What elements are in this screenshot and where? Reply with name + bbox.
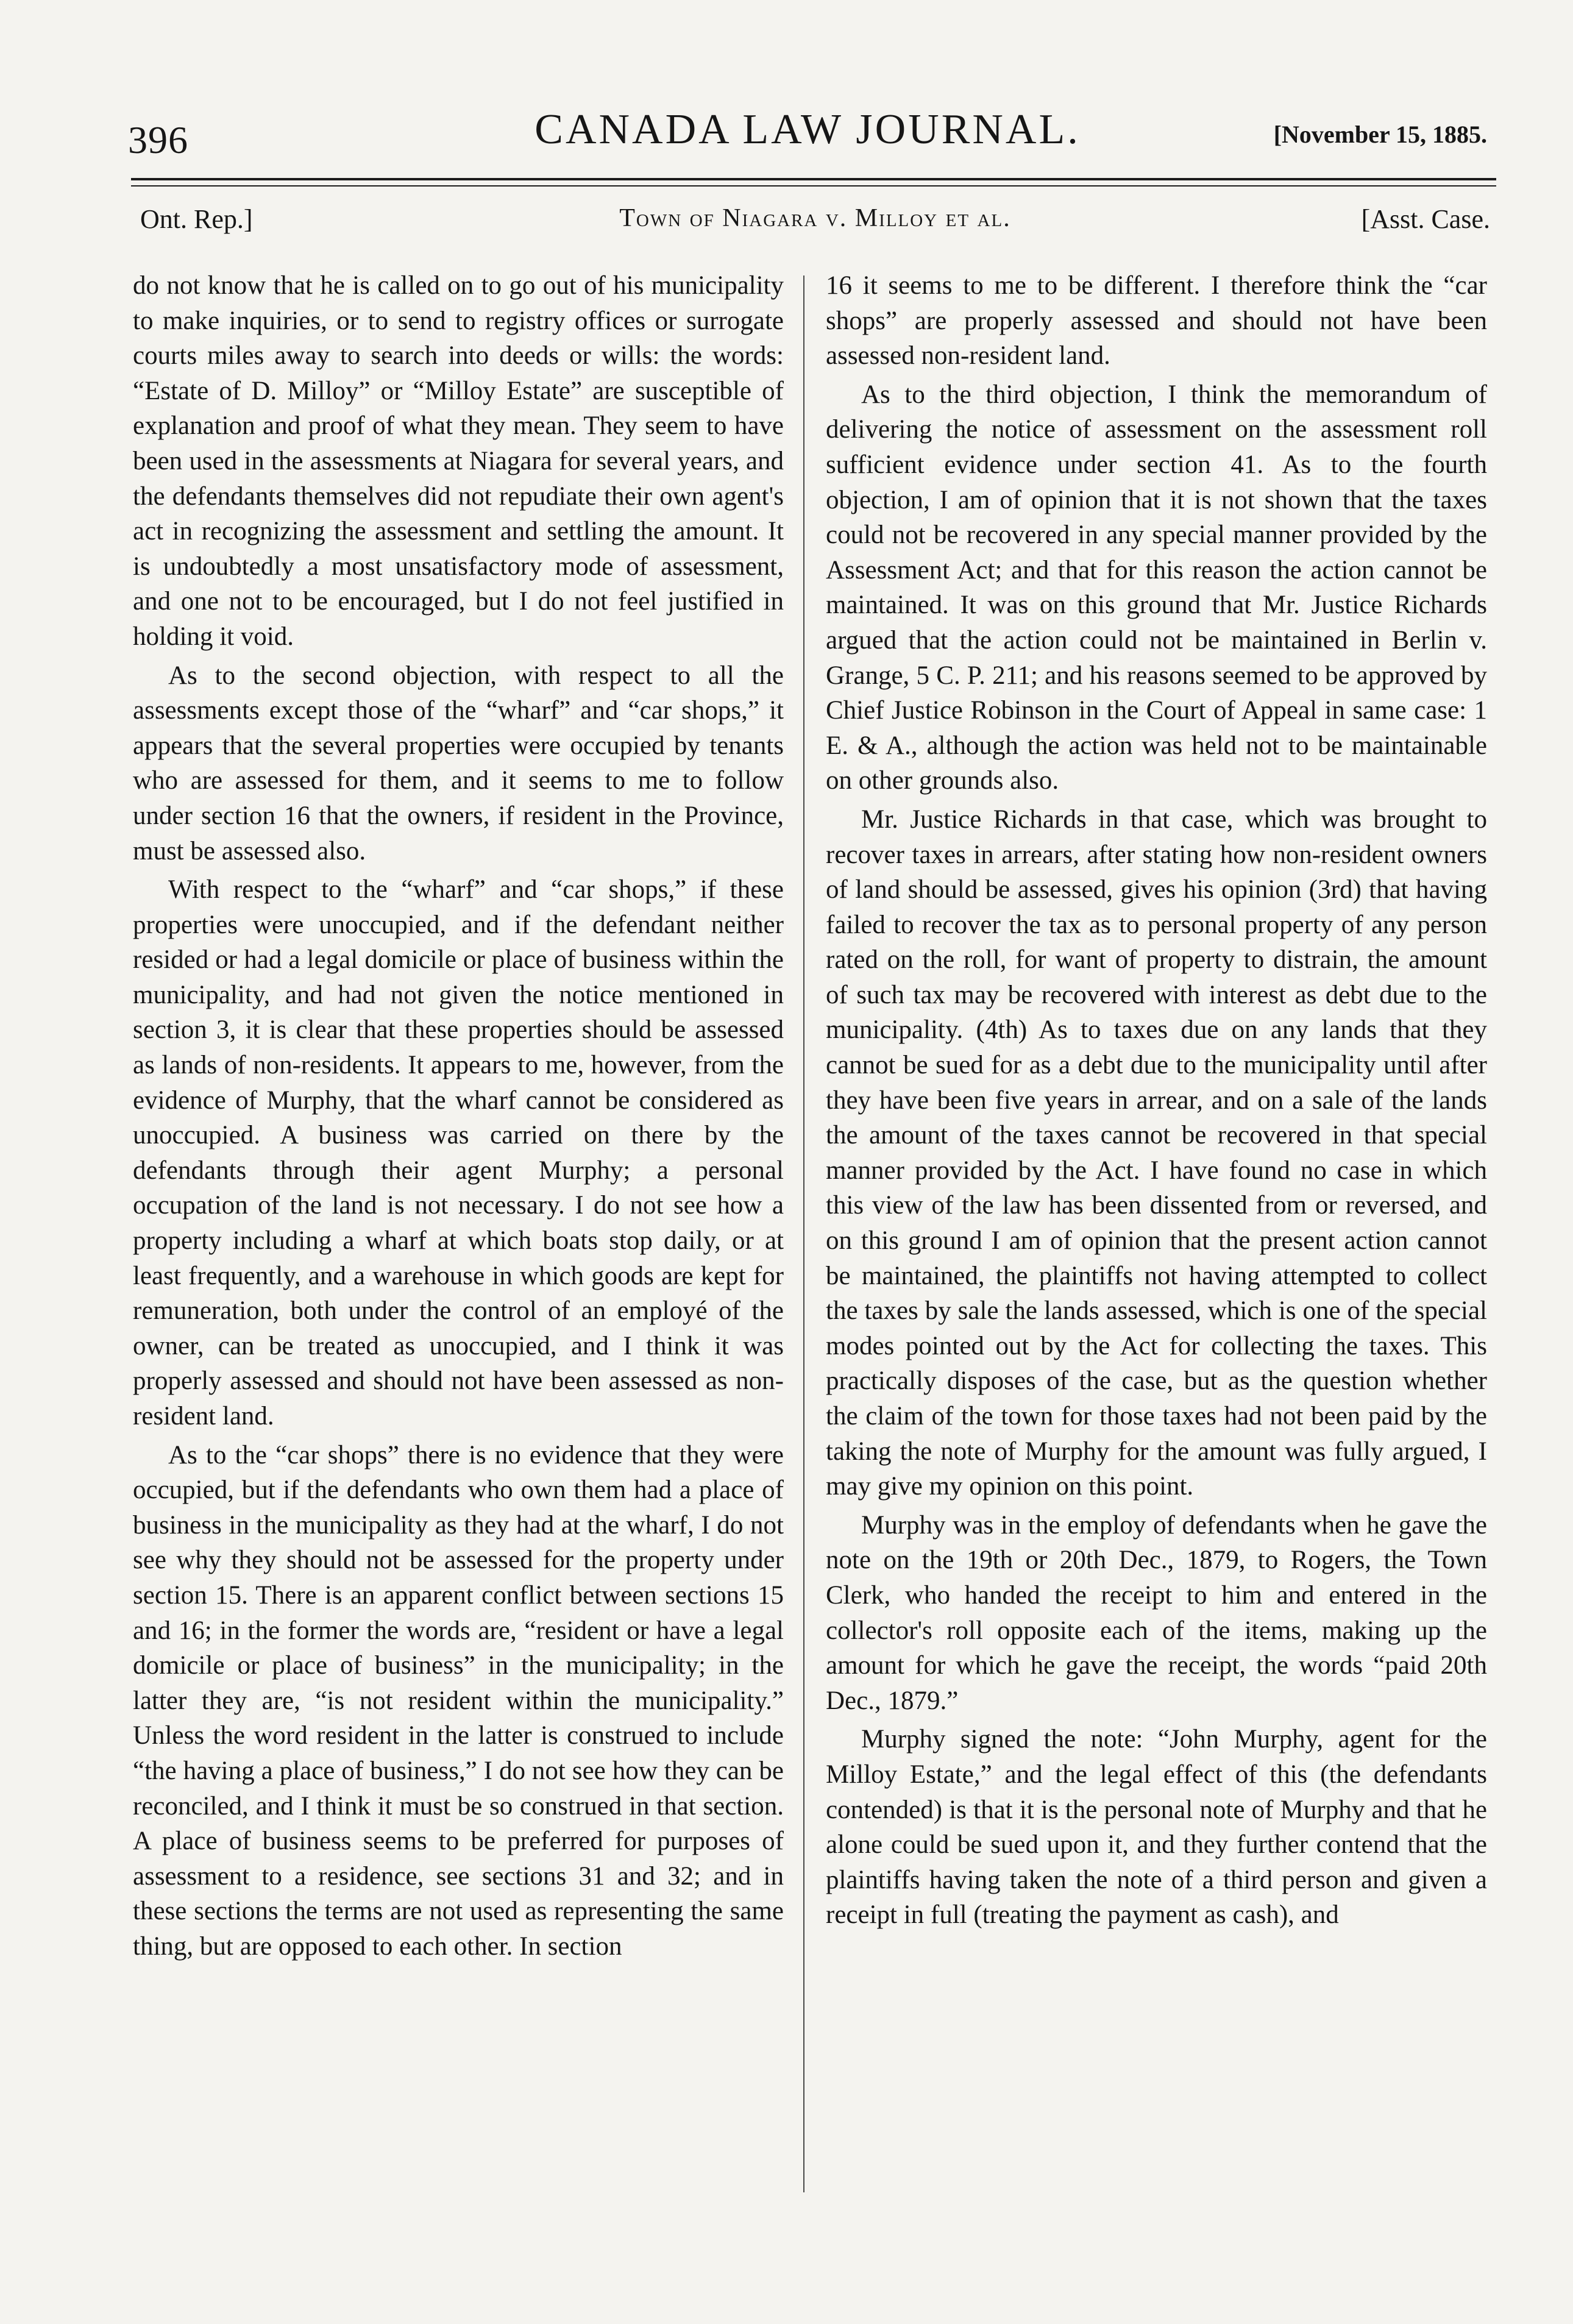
paragraph: As to the “car shops” there is no evidence that they were occupied, but if the defendants who own them had a place of business in the municipality as they had at the wharf, I do not see why they should not be assessed for the property under section 15. There is an apparent conflict between sections 15 and 16; in the former the words are, “resident or have a legal domicile or place of business” in the municipality; in the latter they are, “is not resident within the municipality.” Unless the word resident in the latter is construed to include “the having a place of business,” I do not see how they can be reconciled, and I think it must be so construed in that section. A place of business seems to be preferred for purposes of assessment to a residence, see sections 31 and 32; and in these sections the terms are not used as representing the same thing, but are opposed to each other. In section: [133, 1440, 784, 1961]
paragraph: With respect to the “wharf” and “car shops,” if these properties were unoccupied, and if the defendant neither resided or had a legal domicile or place of business within the municipality, and had not given the notice mentioned in section 3, it is clear that these properties should be assessed as lands of non-residents. It appears to me, however, from the evidence of Murphy, that the wharf cannot be considered as unoccupied. A business was carried on there by the defendants through their agent Murphy; a personal occupation of the land is not necessary. I do not see how a property including a wharf at which boats stop daily, or at least frequently, and a warehouse in which goods are kept for remuneration, both under the control of an employé of the owner, can be treated as unoccupied, and I think it was properly assessed and should not have been assessed as non-resident land.: [133, 875, 784, 1430]
case-header: [140, 199, 1490, 241]
report-label: Ont. Rep.]: [140, 204, 253, 234]
right-column: [826, 268, 1487, 1933]
page-number: 396: [128, 118, 188, 162]
paragraph: do not know that he is called on to go out of his municipality to make inquiries, or to send to registry offices or surrogate courts miles away to search into deeds or wills: the words: “Estate of D. Milloy” or “Milloy Estate” are susceptible of explanation and proof of what they mean. They seem to have been used in the assessments at Niagara for several years, and the defendants themselves did not repudiate their own agent's act in recognizing the assessment and settling the amount. It is undoubtedly a most unsatisfactory mode of assessment, and one not to be encouraged, but I do not feel justified in holding it void.: [133, 271, 784, 651]
paragraph: 16 it seems to me to be different. I therefore think the “car shops” are properly assessed and should not have been assessed non-resident land.: [826, 271, 1487, 371]
case-title: Town of Niagara v. Milloy et al.: [619, 204, 1011, 232]
column-divider: [803, 275, 804, 2192]
paragraph: Murphy was in the employ of defendants when he gave the note on the 19th or 20th Dec., 1879, to Rogers, the Town Clerk, who handed the receipt to him and entered in the collector's roll opposite each of the items, making up the amount for which he gave the receipt, the words “paid 20th Dec., 1879.”: [826, 1510, 1487, 1715]
paragraph: As to the third objection, I think the memorandum of delivering the notice of assessment on the assessment roll sufficient evidence under section 41. As to the fourth objection, I am of opinion that it is not shown that the taxes could not be recovered in any special manner provided by the Assessment Act; and that for this reason the action cannot be maintained. It was on this ground that Mr. Justice Richards argued that the action could not be maintained in Berlin v. Grange, 5 C. P. 211; and his reasons seemed to be approved by Chief Justice Robinson in the Court of Appeal in same case: 1 E. & A., although the action was held not to be maintainable on other grounds also.: [826, 380, 1487, 795]
header-rule: [131, 178, 1496, 187]
paragraph: Mr. Justice Richards in that case, which was brought to recover taxes in arrears, after stating how non-resident owners of land should be assessed, gives his opinion (3rd) that having failed to recover the tax as to personal property of any person rated on the roll, for want of property to distrain, the amount of such tax may be recovered with interest as debt due to the municipality. (4th) As to taxes due on any lands that they cannot be sued for as a debt due to the municipality until after they have been five years in arrear, and on a sale of the lands the amount of the taxes cannot be recovered in that special manner provided by the Act. I have found no case in which this view of the law has been dissented from or reversed, and on this ground I am of opinion that the present action cannot be maintained, the plaintiffs not having attempted to collect the taxes by sale the lands assessed, which is one of the special modes pointed out by the Act for collecting the taxes. This practically disposes of the case, but as the question whether the claim of the town for those taxes had not been paid by the taking the note of Murphy for the amount was fully argued, I may give my opinion on this point.: [826, 805, 1487, 1501]
running-head: [128, 94, 1487, 162]
paragraph: Murphy signed the note: “John Murphy, agent for the Milloy Estate,” and the legal effect of this (the defendants contended) is that it is the personal note of Murphy and that he alone could be sued upon it, and they further contend that the plaintiffs having taken the note of a third person and given a receipt in full (treating the payment as cash), and: [826, 1725, 1487, 1930]
paragraph: As to the second objection, with respect to all the assessments except those of the “wharf” and “car shops,” it appears that the several properties were occupied by tenants who are assessed for them, and it seems to me to follow under section 16 that the owners, if resident in the Province, must be assessed also.: [133, 661, 784, 865]
journal-title: CANADA LAW JOURNAL.: [534, 106, 1081, 153]
case-type: [Asst. Case.: [1361, 204, 1490, 234]
issue-date: [November 15, 1885.: [1273, 121, 1487, 148]
left-column: [133, 268, 784, 1964]
